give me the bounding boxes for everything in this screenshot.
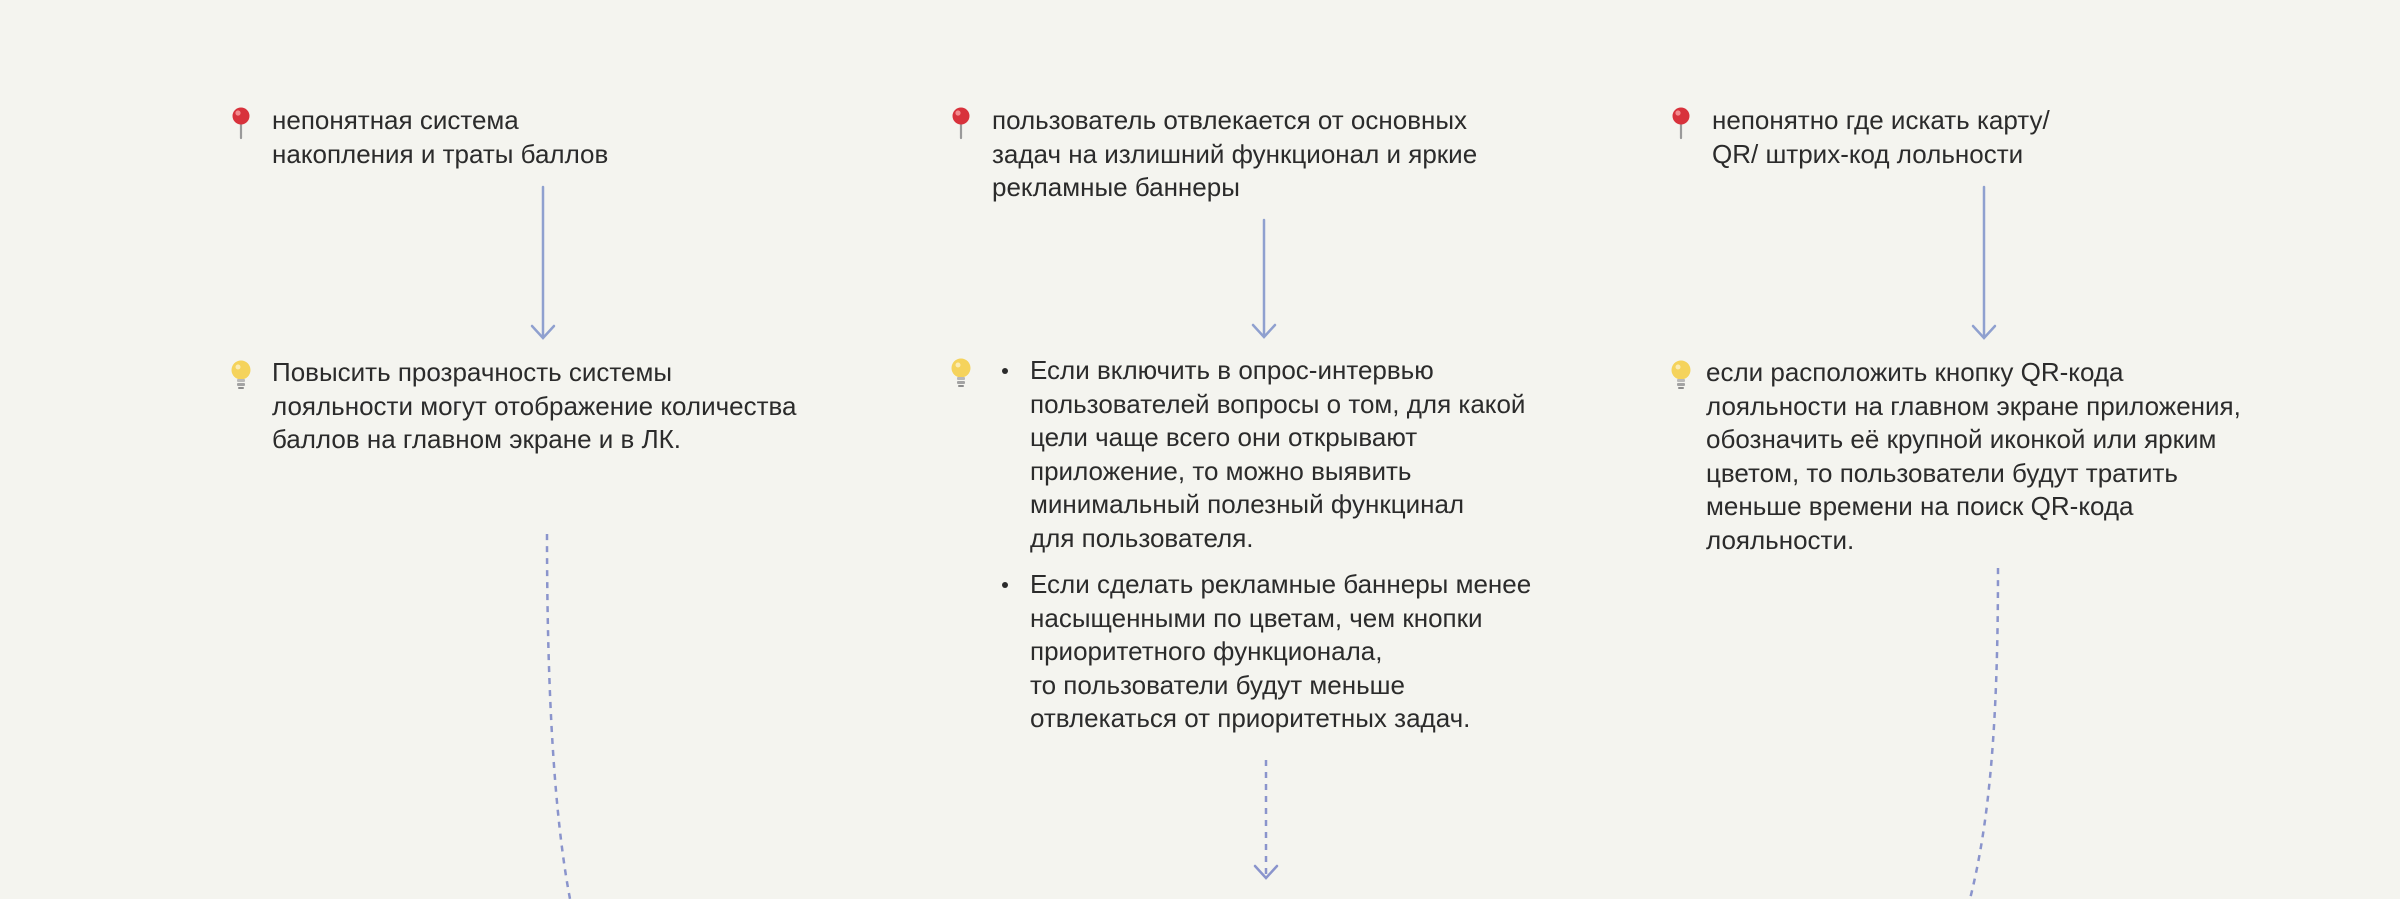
solid-arrow-1	[532, 187, 554, 338]
problem-text-2: пользователь отвлекается от основных задач на излишний функционал и яркие рекламные баннеры	[992, 105, 1478, 202]
solution-bullet: Если сделать рекламные баннеры менее насыщенными по цветам, чем кнопки приоритетного функционала, то пользователи будут меньше отвлекаться от приоритетных задач.	[1002, 568, 1531, 736]
dashed-arrow-2	[1255, 760, 1277, 878]
dashed-curve-1	[547, 534, 570, 899]
solid-arrow-2	[1253, 220, 1275, 337]
problem-text-1: непонятная система накопления и траты баллов	[272, 105, 609, 169]
problem-text-3: непонятно где искать карту/ QR/ штрих-код лольности	[1712, 105, 2050, 169]
solution-bullet: Если включить в опрос-интервью пользователей вопросы о том, для какой цели чаще всего они открывают приложение, то можно выявить минимальный полезный функцинал для пользователя.	[1002, 354, 1531, 555]
solution-text-1: Повысить прозрачность системы лояльности могут отображение количества баллов на главном экране и в ЛК.	[272, 357, 797, 454]
dashed-curve-3	[1970, 568, 1998, 899]
solution-text-3: если расположить кнопку QR-кода лояльности на главном экране приложения, обозначить её крупной иконкой или ярким цветом, то пользователи будут тратить меньше времени на поиск QR-кода лояльности.	[1706, 357, 2241, 555]
solid-arrow-3	[1973, 187, 1995, 338]
